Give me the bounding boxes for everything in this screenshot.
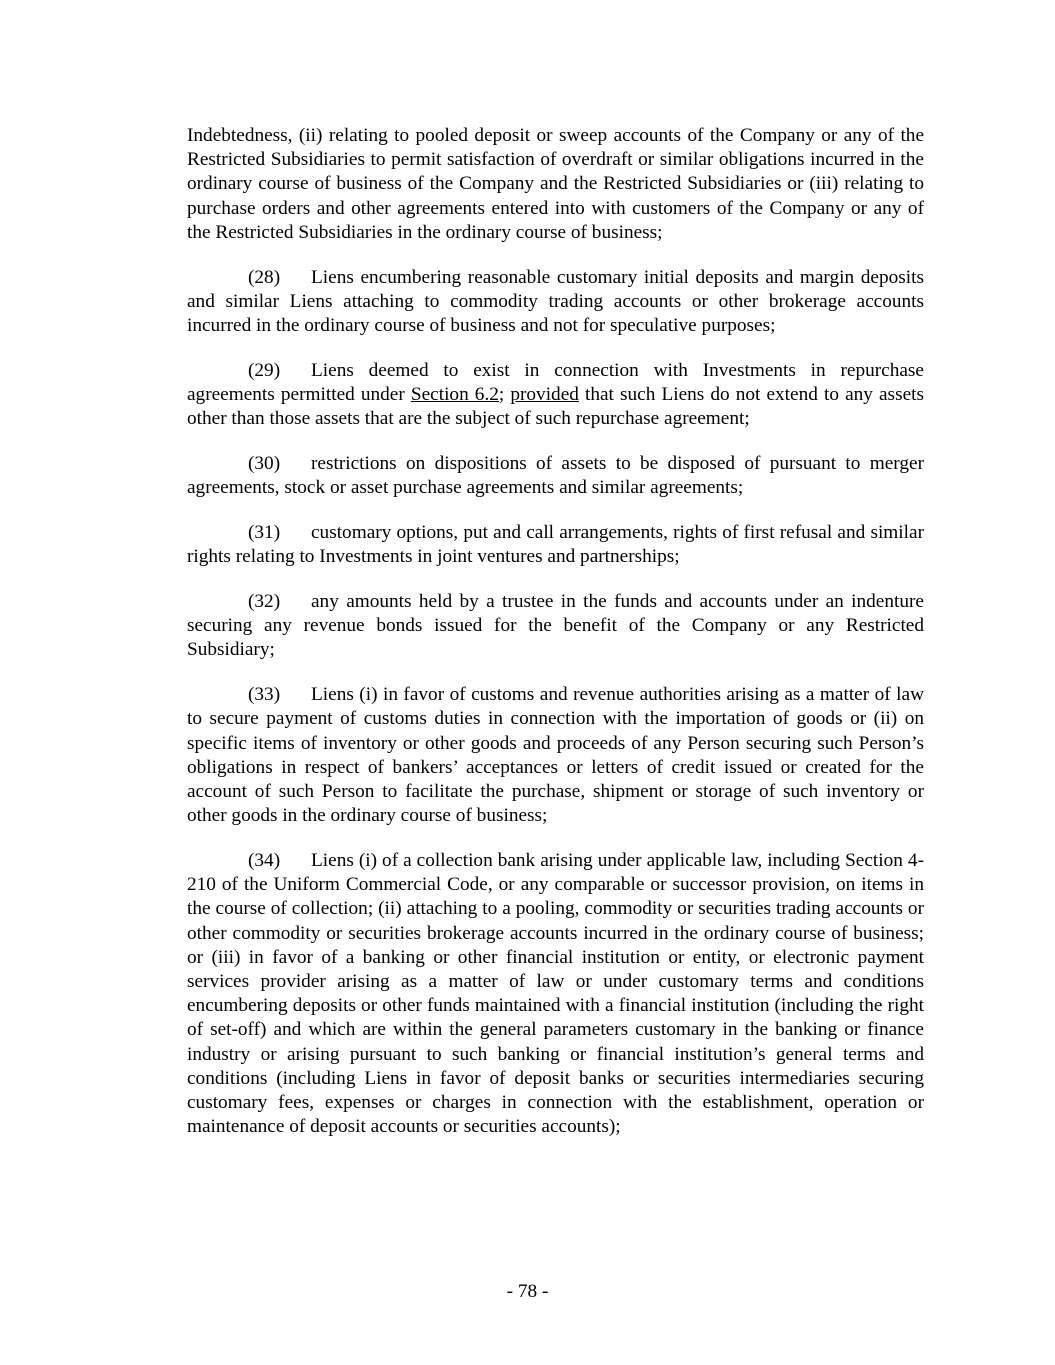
provided-term: provided bbox=[510, 384, 579, 406]
clause-33 bbox=[187, 683, 924, 828]
section-reference-link[interactable]: Section 6.2 bbox=[410, 384, 499, 406]
clause-number: (34) bbox=[248, 850, 281, 872]
clause-text: that such Liens do not extend to any assets other than those assets that are the subject of such repurchase agreement; bbox=[187, 384, 924, 430]
clause-text: any amounts held by a trustee in the funds and accounts under an indenture securing any revenue bonds issued for the benefit of the Company or any Restricted Subsidiary; bbox=[187, 591, 924, 661]
clause-34 bbox=[187, 849, 924, 1139]
clause-number: (31) bbox=[248, 522, 281, 544]
clause-text: Liens deemed to exist in connection with Investments in repurchase agreements permitted under bbox=[187, 359, 924, 406]
clause-text: customary options, put and call arrangements, rights of first refusal and similar rights relating to Investments in joint ventures and partnerships; bbox=[187, 522, 924, 568]
page-number: - 78 - bbox=[506, 1281, 549, 1302]
clause-number: (29) bbox=[248, 359, 281, 381]
clause-32 bbox=[187, 590, 924, 663]
clause-28 bbox=[187, 266, 924, 339]
clause-number: (28) bbox=[248, 266, 281, 288]
document-body bbox=[187, 124, 924, 1160]
clause-number: (33) bbox=[248, 684, 281, 706]
clause-number: (32) bbox=[248, 591, 281, 613]
clause-text: Liens encumbering reasonable customary initial deposits and margin deposits and similar Liens attaching to commodity trading accounts or other brokerage accounts incurred in the ordinary course of business and not for speculative purposes; bbox=[187, 266, 924, 337]
clause-text: Liens (i) in favor of customs and revenue authorities arising as a matter of law to secure payment of customs duties in connection with the importation of goods or (ii) on specific items of inventory or other goods and proceeds of any Person securing such Person’s obligations in respect of bankers’ acceptances or letters of credit issued or created for the account of such Person to facilitate the purchase, shipment or storage of such inventory or other goods in the ordinary course of business; bbox=[187, 684, 924, 827]
clause-separator: ; bbox=[498, 384, 511, 406]
clause-number: (30) bbox=[248, 453, 281, 475]
clause-29 bbox=[187, 359, 924, 432]
continuation-paragraph: Indebtedness, (ii) relating to pooled deposit or sweep accounts of the Company or any of the Restricted Subsidiaries to permit satisfaction of overdraft or similar obligations incurred in the ordinary course of business of the Company and the Restricted Subsidiaries or (iii) relating to purchase orders and other agreements entered into with customers of the Company or any of the Restricted Subsidiaries in the ordinary course of business; bbox=[187, 125, 924, 243]
clause-text: restrictions on dispositions of assets to be disposed of pursuant to merger agreements, stock or asset purchase agreements and similar agreements; bbox=[187, 453, 924, 499]
clause-30 bbox=[187, 452, 924, 500]
clause-31 bbox=[187, 521, 924, 569]
clause-text: Liens (i) of a collection bank arising under applicable law, including Section 4-210 of the Uniform Commercial Code, or any comparable or successor provision, on items in the course of collection; (ii) attaching to a pooling, commodity or securities trading accounts or other commodity or securities brokerage accounts incurred in the ordinary course of business; or (iii) in favor of a banking or other financial institution or entity, or electronic payment services provider arising as a matter of law or under customary terms and conditions encumbering deposits or other funds maintained with a financial institution (including the right of set-off) and which are within the general parameters customary in the banking or finance industry or arising pursuant to such banking or financial institution’s general terms and conditions (including Liens in favor of deposit banks or securities intermediaries securing customary fees, expenses or charges in connection with the establishment, operation or maintenance of deposit accounts or securities accounts); bbox=[187, 850, 924, 1138]
